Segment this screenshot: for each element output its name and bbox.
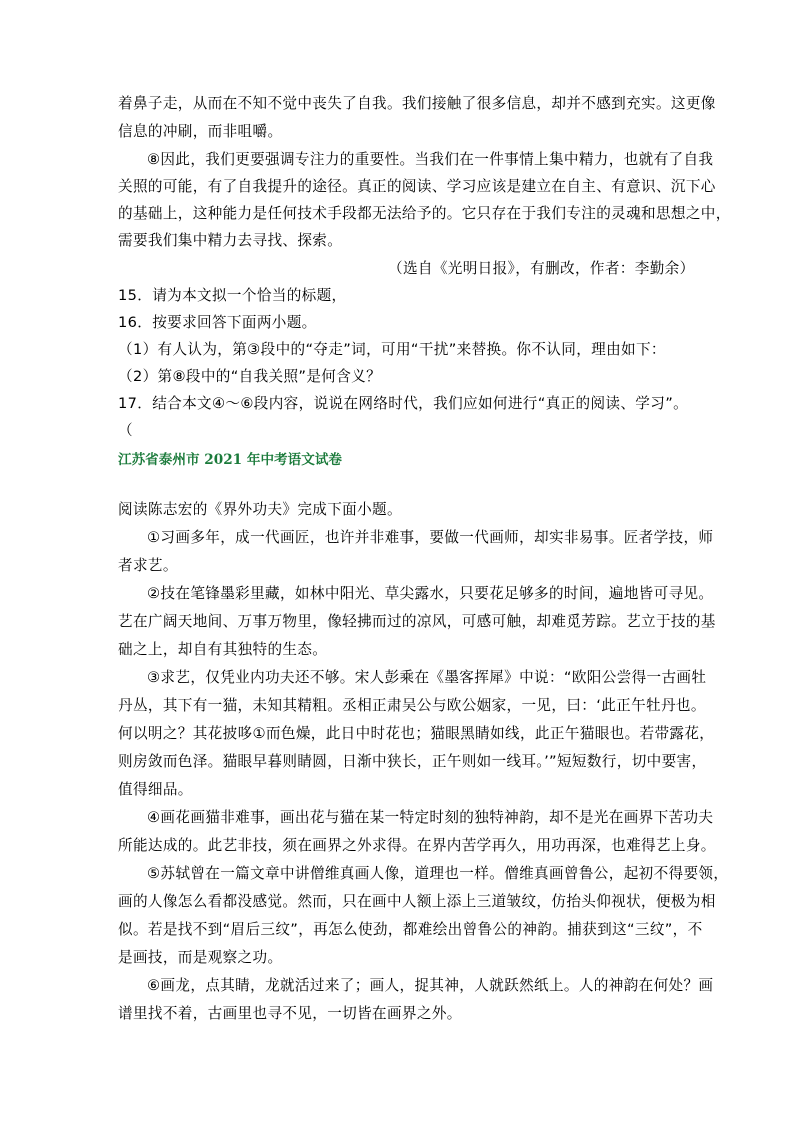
article2-line: 丹丛，其下有一猫，未知其精粗。丞相正肃吴公与欧公姻家，一见，曰：‘此正午牡丹也。 <box>118 697 706 714</box>
article2-line: 艺在广阔天地间、万事万物里，像轻拂而过的凉风，可感可触，却难觅芳踪。艺立于技的基 <box>118 613 716 630</box>
article2-line: 则房敛而色泽。猫眼早暮则睛圆，日渐中狭长，正午则如一线耳。’”短短数行，切中要害， <box>118 753 707 770</box>
question-16: 16．按要求回答下面两小题。 <box>118 314 317 331</box>
question-17: 17．结合本文④～⑥段内容，说说在网络时代，我们应如何进行“真正的阅读、学习”。 <box>118 395 689 412</box>
article2-line: 谱里找不着，古画里也寻不见，一切皆在画界之外。 <box>118 1005 462 1022</box>
article1-line: 的基础上，这种能力是任何技术手段都无法给予的。它只存在于我们专注的灵魂和思想之中， <box>118 205 731 222</box>
article2-line: 画的人像怎么看都没感觉。然而，只在画中人额上添上三道皱纹，仿抬头仰视状，便极为相 <box>118 893 716 910</box>
section-heading: 江苏省泰州市 2021 年中考语文试卷 <box>118 452 343 468</box>
article1-line: ⑧因此，我们更要强调专注力的重要性。当我们在一件事情上集中精力，也就有了自我 <box>147 151 714 168</box>
question-15: 15．请为本文拟一个恰当的标题， <box>118 287 347 304</box>
article2-line: 何以明之？其花披哆①而色燥，此日中时花也；猫眼黑睛如线，此正午猫眼也。若带露花， <box>118 725 715 742</box>
article1-source: （选自《光明日报》，有删改，作者：李勤余） <box>388 260 695 277</box>
article2-line: 值得细品。 <box>118 781 193 798</box>
article1-line: 需要我们集中精力去寻找、探索。 <box>118 232 343 249</box>
article2-line: ②技在笔锋墨彩里藏，如林中阳光、草尖露水，只要花足够多的时间，遍地皆可寻见。 <box>147 585 714 602</box>
article2-line: ③求艺，仅凭业内功夫还不够。宋人彭乘在《墨客挥犀》中说：“欧阳公尝得一古画牡 <box>147 669 707 686</box>
article2-line: 似。若是找不到“眉后三纹”，再怎么使劲，都难绘出曾鲁公的神韵。捕获到这“三纹”，不 <box>118 921 703 938</box>
open-paren: （ <box>118 422 133 439</box>
article2-line: 础之上，却自有其独特的生态。 <box>118 641 328 658</box>
question-16-1: （1）有人认为，第③段中的“夺走”词，可用“干扰”来替换。你不认同，理由如下： <box>118 341 666 358</box>
article1-line: 关照的可能，有了自我提升的途径。真正的阅读、学习应该是建立在自主、有意识、沉下心 <box>118 178 716 195</box>
question-16-2: （2）第⑧段中的“自我关照”是何含义？ <box>118 368 382 385</box>
article1-line: 着鼻子走，从而在不知不觉中丧失了自我。我们接触了很多信息，却并不感到充实。这更像 <box>118 95 716 112</box>
article2-line: ⑥画龙，点其睛，龙就活过来了；画人，捉其神，人就跃然纸上。人的神韵在何处？画 <box>147 977 714 994</box>
article2-line: ①习画多年，成一代画匠，也许并非难事，要做一代画师，却实非易事。匠者学技，师 <box>147 529 714 546</box>
article2-line: 是画技，而是观察之功。 <box>118 949 283 966</box>
article1-line: 信息的冲刷，而非咀嚼。 <box>118 123 283 140</box>
article2-line: ⑤苏轼曾在一篇文章中讲僧维真画人像，道理也一样。僧维真画曾鲁公，起初不得要领， <box>147 865 729 882</box>
article2-line: 所能达成的。此艺非技，须在画界之外求得。在界内苦学再久，用功再深，也难得艺上身。 <box>118 837 716 854</box>
article2-line: 者求艺。 <box>118 557 178 574</box>
article2-intro: 阅读陈志宏的《界外功夫》完成下面小题。 <box>118 501 402 518</box>
article2-line: ④画花画猫非难事，画出花与猫在某一特定时刻的独特神韵，却不是光在画界下苦功夫 <box>147 809 714 826</box>
